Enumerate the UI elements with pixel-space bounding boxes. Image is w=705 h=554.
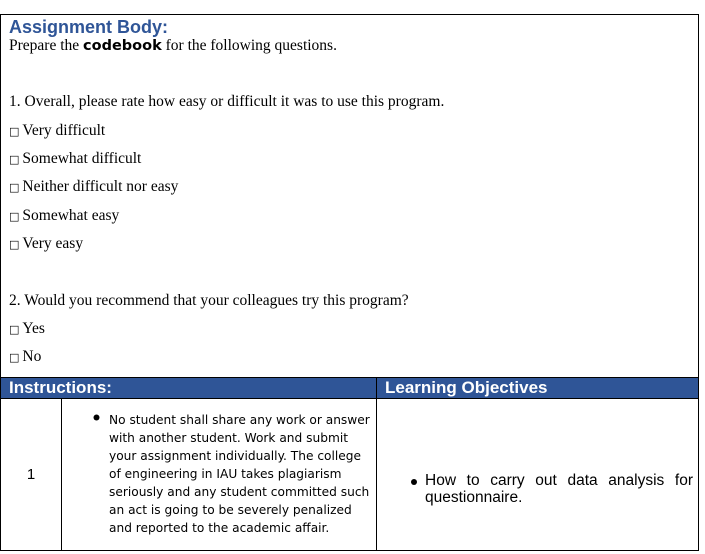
checkbox-icon[interactable]: □ — [9, 238, 20, 251]
q1-option-4[interactable] — [9, 207, 119, 225]
bullet-icon — [411, 479, 417, 485]
question-1-text: 1. Overall, please rate how easy or difficult it was to use this program. — [9, 93, 445, 110]
q2-option-1[interactable] — [9, 320, 45, 338]
assignment-title: Assignment Body: — [9, 17, 169, 37]
row-number: 1 — [26, 466, 36, 483]
q1-option-3[interactable] — [9, 178, 178, 196]
q1-option-2[interactable] — [9, 150, 141, 168]
instruction-cell — [62, 399, 376, 550]
header-divider — [376, 378, 377, 398]
q2-option-2-label: No — [22, 348, 42, 365]
q2-option-2[interactable] — [9, 348, 41, 366]
instructions-header: Instructions: — [9, 378, 112, 397]
q1-option-2-label: Somewhat difficult — [22, 150, 142, 167]
q1-option-1-label: Very difficult — [22, 122, 106, 139]
checkbox-icon[interactable]: □ — [9, 323, 20, 336]
bullet-icon — [92, 413, 101, 422]
q1-option-5-label: Very easy — [22, 235, 84, 252]
instruction-text: No student shall share any work or answer with another student. Work and submit your assignment individually. The college of engineering in IAU takes plagiarism seriously and any student committed such an act is going to be severely penalized and reported to the academic affair. — [109, 413, 370, 535]
checkbox-icon[interactable]: □ — [9, 181, 20, 194]
checkbox-icon[interactable]: □ — [9, 351, 20, 364]
question-2-text: 2. Would you recommend that your colleagues try this program? — [9, 292, 409, 309]
objective-cell — [377, 399, 698, 550]
table-header-row — [1, 377, 698, 399]
q1-option-1[interactable] — [9, 122, 105, 140]
objective-text: How to carry out data analysis for questionnaire. — [425, 472, 693, 506]
q1-option-3-label: Neither difficult nor easy — [22, 178, 179, 195]
checkbox-icon[interactable]: □ — [9, 153, 20, 166]
table-row — [1, 399, 698, 550]
intro-suffix: for the following questions. — [161, 37, 337, 54]
intro-keyword: codebook — [83, 38, 162, 54]
checkbox-icon[interactable]: □ — [9, 125, 20, 138]
intro-prefix: Prepare the — [9, 37, 84, 54]
assignment-intro — [9, 37, 337, 55]
q2-option-1-label: Yes — [22, 320, 45, 337]
learning-objectives-header: Learning Objectives — [385, 378, 548, 397]
q1-option-5[interactable] — [9, 235, 83, 253]
assignment-body — [1, 15, 698, 377]
assignment-frame — [0, 14, 699, 551]
q1-option-4-label: Somewhat easy — [22, 207, 120, 224]
checkbox-icon[interactable]: □ — [9, 210, 20, 223]
